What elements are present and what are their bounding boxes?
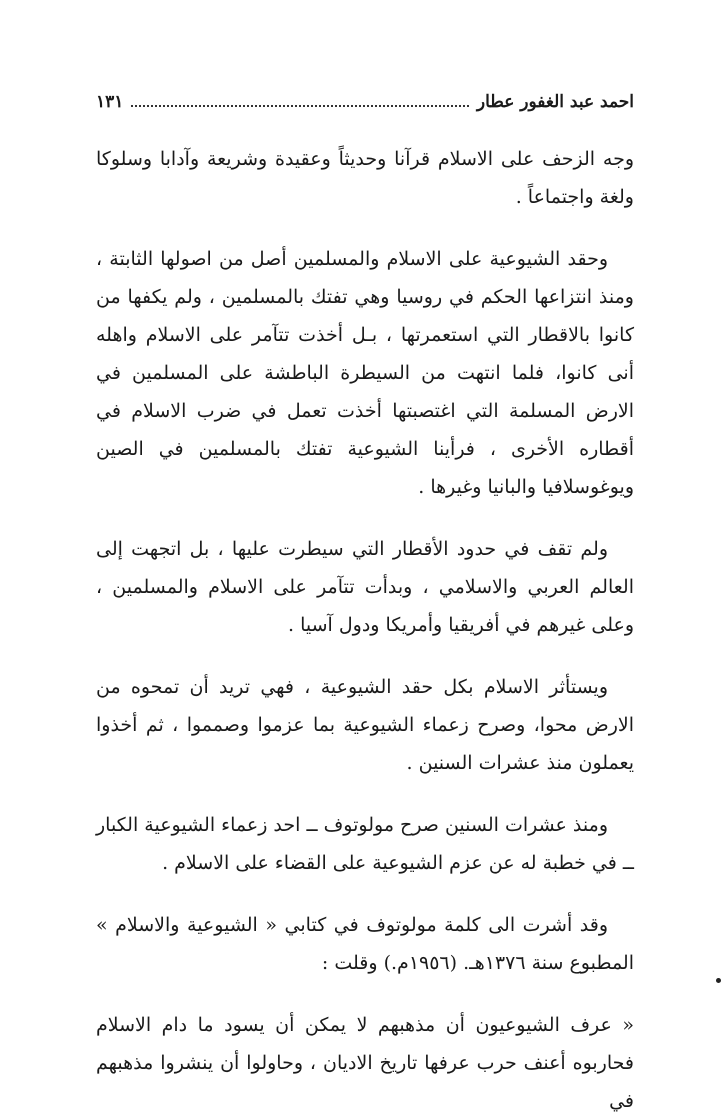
running-header: [96, 92, 634, 120]
header-dotted-leader: [131, 97, 468, 107]
paragraph-4: ويستأثر الاسلام بكل حقد الشيوعية ، فهي تريد أن تمحوه من الارض محوا، وصرح زعماء الشيوعية بما عزموا وصمموا ، ثم أخذوا يعملون منذ عشرات السنين .: [96, 676, 634, 774]
scan-mark: [716, 978, 721, 983]
paragraph-5: ومنذ عشرات السنين صرح مولوتوف ــ احد زعماء الشيوعية الكبار ــ في خطبة له عن عزم الشيوعية على القضاء على الاسلام .: [95, 814, 634, 874]
paragraph-6: وقد أشرت الى كلمة مولوتوف في كتابي « الشيوعية والاسلام » المطبوع سنة ١٣٧٦هـ. (١٩٥٦م.) وقلت :: [96, 914, 634, 974]
quote-paragraph: « عرف الشيوعيون أن مذهبهم لا يمكن أن يسود ما دام الاسلام فحاربوه أعنف حرب عرفها تاريخ الاديان ، وحاولوا أن ينشروا مذهبهم في: [96, 1014, 634, 1112]
page-number: ١٣١: [96, 92, 124, 112]
paragraph-1: وجه الزحف على الاسلام قرآنا وحديثاً وعقيدة وشريعة وآدابا وسلوكا ولغة واجتماعاً .: [96, 148, 634, 208]
header-author: احمد عبد الغفور عطار: [476, 92, 634, 112]
paragraph-2: وحقد الشيوعية على الاسلام والمسلمين أصل من اصولها الثابتة ، ومنذ انتزاعها الحكم في روسيا وهي تفتك بالمسلمين ، ولم يكفها من كانوا بالاقطار التي استعمرتها ، بـل أخذت تتآمر على الاسلام واهله أنى كانوا، فلما انتهت من السيطرة الباطشة على المسلمين في الارض المسلمة التي اغتصبتها أخذت تعمل في ضرب الاسلام في أقطاره الأخرى ، فرأينا الشيوعية تفتك بالمسلمين في الصين ويوغوسلافيا والبانيا وغيرها .: [96, 248, 634, 498]
page-body: [96, 140, 634, 1120]
paragraph-3: ولم تقف في حدود الأقطار التي سيطرت عليها ، بل اتجهت إلى العالم العربي والاسلامي ، وبدأت تتآمر على الاسلام والمسلمين ، وعلى غيرهم في أفريقيا وأمريكا ودول آسيا .: [96, 538, 634, 636]
